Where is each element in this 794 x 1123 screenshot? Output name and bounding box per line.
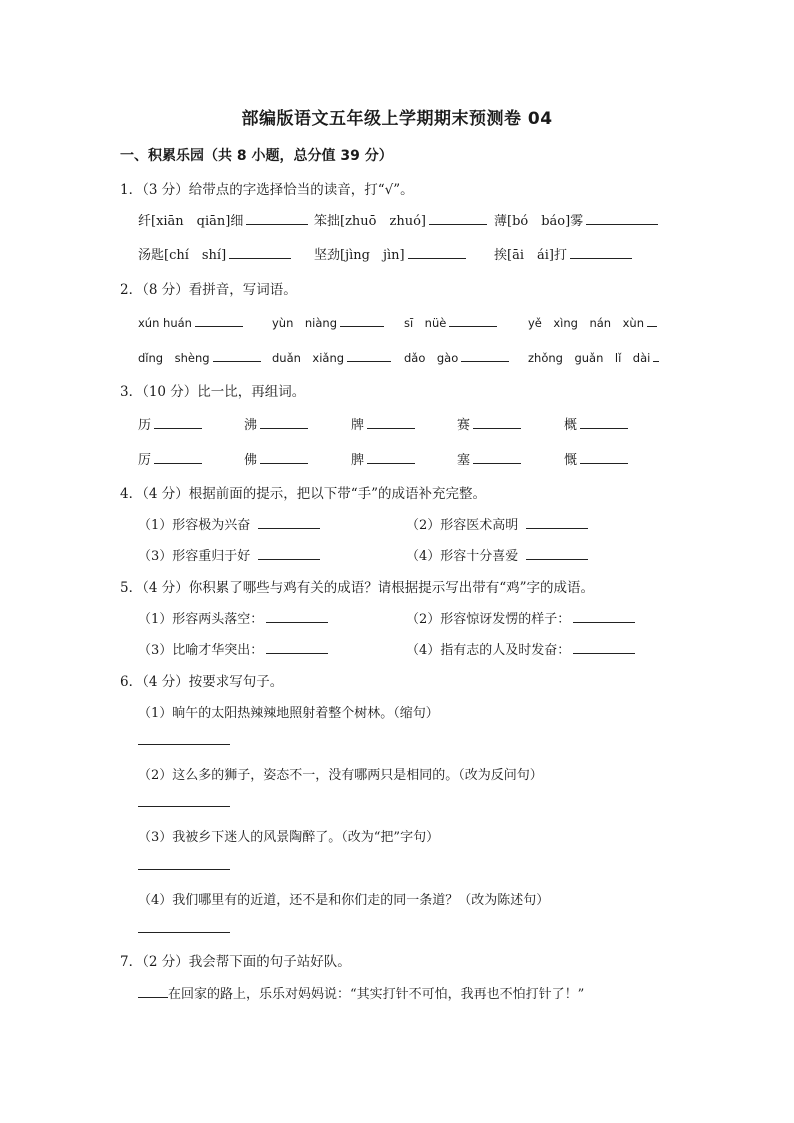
question-2-row-1 [138, 313, 678, 333]
answer-blank[interactable] [258, 515, 320, 529]
question-7-stem: 7．（2 分）我会帮下面的句子站好队。 [120, 954, 351, 970]
q3-char: 慨 [564, 453, 578, 468]
question-3-stem: 3．（10 分）比一比，再组词。 [120, 384, 306, 400]
question-5-row-1 [138, 608, 678, 628]
answer-blank[interactable] [258, 546, 320, 560]
section-heading: 一、积累乐园（共 8 小题，总分值 39 分） [120, 148, 393, 164]
q2-pinyin-3: sī nüè [404, 316, 447, 330]
q4-prompt-4: （4）形容十分喜爱 [406, 549, 519, 564]
q3-char: 厉 [138, 453, 152, 468]
answer-blank[interactable] [586, 211, 658, 225]
answer-blank[interactable] [461, 348, 509, 362]
q6-task-2: （2）这么多的狮子，姿态不一，没有哪两只是相同的。（改为反问句） [138, 768, 543, 783]
q5-prompt-2: （2）形容惊讶发愣的样子： [406, 612, 571, 627]
answer-blank[interactable] [570, 245, 632, 259]
answer-blank[interactable] [154, 450, 202, 464]
q3-char: 佛 [244, 453, 258, 468]
q1-item-4: 汤匙[chí shí] [138, 248, 227, 263]
question-4-stem: 4．（4 分）根据前面的提示，把以下带“手”的成语补充完整。 [120, 486, 487, 502]
q3-char: 赛 [457, 418, 471, 433]
answer-blank[interactable] [260, 450, 308, 464]
answer-blank[interactable] [429, 211, 487, 225]
answer-line[interactable] [138, 932, 230, 933]
q1-item-1: 纤[xiān qiān]细 [138, 214, 244, 229]
answer-blank[interactable] [340, 313, 384, 327]
question-3-row-1 [138, 414, 678, 434]
q1-item-2: 笨拙[zhuō zhuó] [314, 214, 426, 229]
answer-blank[interactable] [266, 640, 328, 654]
answer-blank[interactable] [526, 546, 588, 560]
page-title: 部编版语文五年级上学期期末预测卷 04 [241, 109, 553, 129]
question-2-row-2 [138, 348, 678, 368]
order-blank[interactable] [138, 984, 168, 998]
q2-pinyin-7: dǎo gào [404, 351, 459, 365]
answer-blank[interactable] [195, 313, 243, 327]
answer-line[interactable] [138, 869, 230, 870]
answer-blank[interactable] [647, 313, 657, 327]
q5-prompt-4: （4）指有志的人及时发奋： [406, 643, 571, 658]
answer-blank[interactable] [246, 211, 308, 225]
q1-item-6: 挨[āi ái]打 [494, 248, 567, 263]
q2-pinyin-8: zhǒng guǎn lǐ dài [528, 351, 651, 365]
answer-blank[interactable] [449, 313, 497, 327]
q6-task-4: （4）我们哪里有的近道，还不是和你们走的同一条道？（改为陈述句） [138, 893, 550, 908]
answer-blank[interactable] [580, 450, 628, 464]
question-4-row-2 [138, 545, 678, 565]
question-5-stem: 5．（4 分）你积累了哪些与鸡有关的成语？请根据提示写出带有“鸡”字的成语。 [120, 580, 595, 596]
q2-pinyin-2: yùn niàng [272, 316, 338, 330]
question-1-row-2 [138, 244, 678, 264]
question-4-row-1 [138, 514, 678, 534]
q3-char: 沸 [244, 418, 258, 433]
question-3-row-2 [138, 449, 678, 469]
q4-prompt-1: （1）形容极为兴奋 [138, 518, 251, 533]
q6-task-1: （1）晌午的太阳热辣辣地照射着整个树林。（缩句） [138, 706, 439, 721]
question-1-row-1 [138, 210, 678, 230]
q3-char: 牌 [351, 418, 365, 433]
answer-blank[interactable] [367, 450, 415, 464]
q6-task-3: （3）我被乡下迷人的风景陶醉了。（改为“把”字句） [138, 830, 440, 845]
answer-line[interactable] [138, 744, 230, 745]
q4-prompt-2: （2）形容医术高明 [406, 518, 519, 533]
q7-sentence-1 [138, 983, 678, 1003]
question-5-row-2 [138, 639, 678, 659]
question-1-stem: 1．（3 分）给带点的字选择恰当的读音，打“√”。 [120, 182, 414, 198]
answer-blank[interactable] [266, 609, 328, 623]
answer-blank[interactable] [408, 245, 466, 259]
answer-blank[interactable] [260, 415, 308, 429]
q3-char: 塞 [457, 453, 471, 468]
q2-pinyin-1: xún huán [138, 316, 192, 330]
answer-blank[interactable] [367, 415, 415, 429]
question-2-stem: 2．（8 分）看拼音，写词语。 [120, 282, 297, 298]
q5-prompt-1: （1）形容两头落空： [138, 612, 264, 627]
answer-blank[interactable] [154, 415, 202, 429]
answer-blank[interactable] [526, 515, 588, 529]
answer-blank[interactable] [653, 348, 659, 362]
q3-char: 历 [138, 418, 152, 433]
answer-blank[interactable] [573, 640, 635, 654]
answer-blank[interactable] [347, 348, 391, 362]
q3-char: 概 [564, 418, 578, 433]
q2-pinyin-4: yě xìng nán xùn [528, 316, 644, 330]
answer-blank[interactable] [213, 348, 261, 362]
answer-line[interactable] [138, 806, 230, 807]
q1-item-5: 坚劲[jìng jìn] [314, 248, 405, 263]
answer-blank[interactable] [473, 450, 521, 464]
q2-pinyin-5: dǐng shèng [138, 351, 210, 365]
answer-blank[interactable] [573, 609, 635, 623]
q2-pinyin-6: duǎn xiǎng [272, 351, 345, 365]
answer-blank[interactable] [473, 415, 521, 429]
q3-char: 脾 [351, 453, 365, 468]
q1-item-3: 薄[bó báo]雾 [494, 214, 584, 229]
answer-blank[interactable] [580, 415, 628, 429]
question-6-stem: 6．（4 分）按要求写句子。 [120, 674, 284, 690]
q5-prompt-3: （3）比喻才华突出： [138, 643, 264, 658]
q4-prompt-3: （3）形容重归于好 [138, 549, 251, 564]
q7-sentence-text: 在回家的路上，乐乐对妈妈说：“其实打针不可怕，我再也不怕打针了！” [168, 987, 585, 1002]
answer-blank[interactable] [229, 245, 291, 259]
